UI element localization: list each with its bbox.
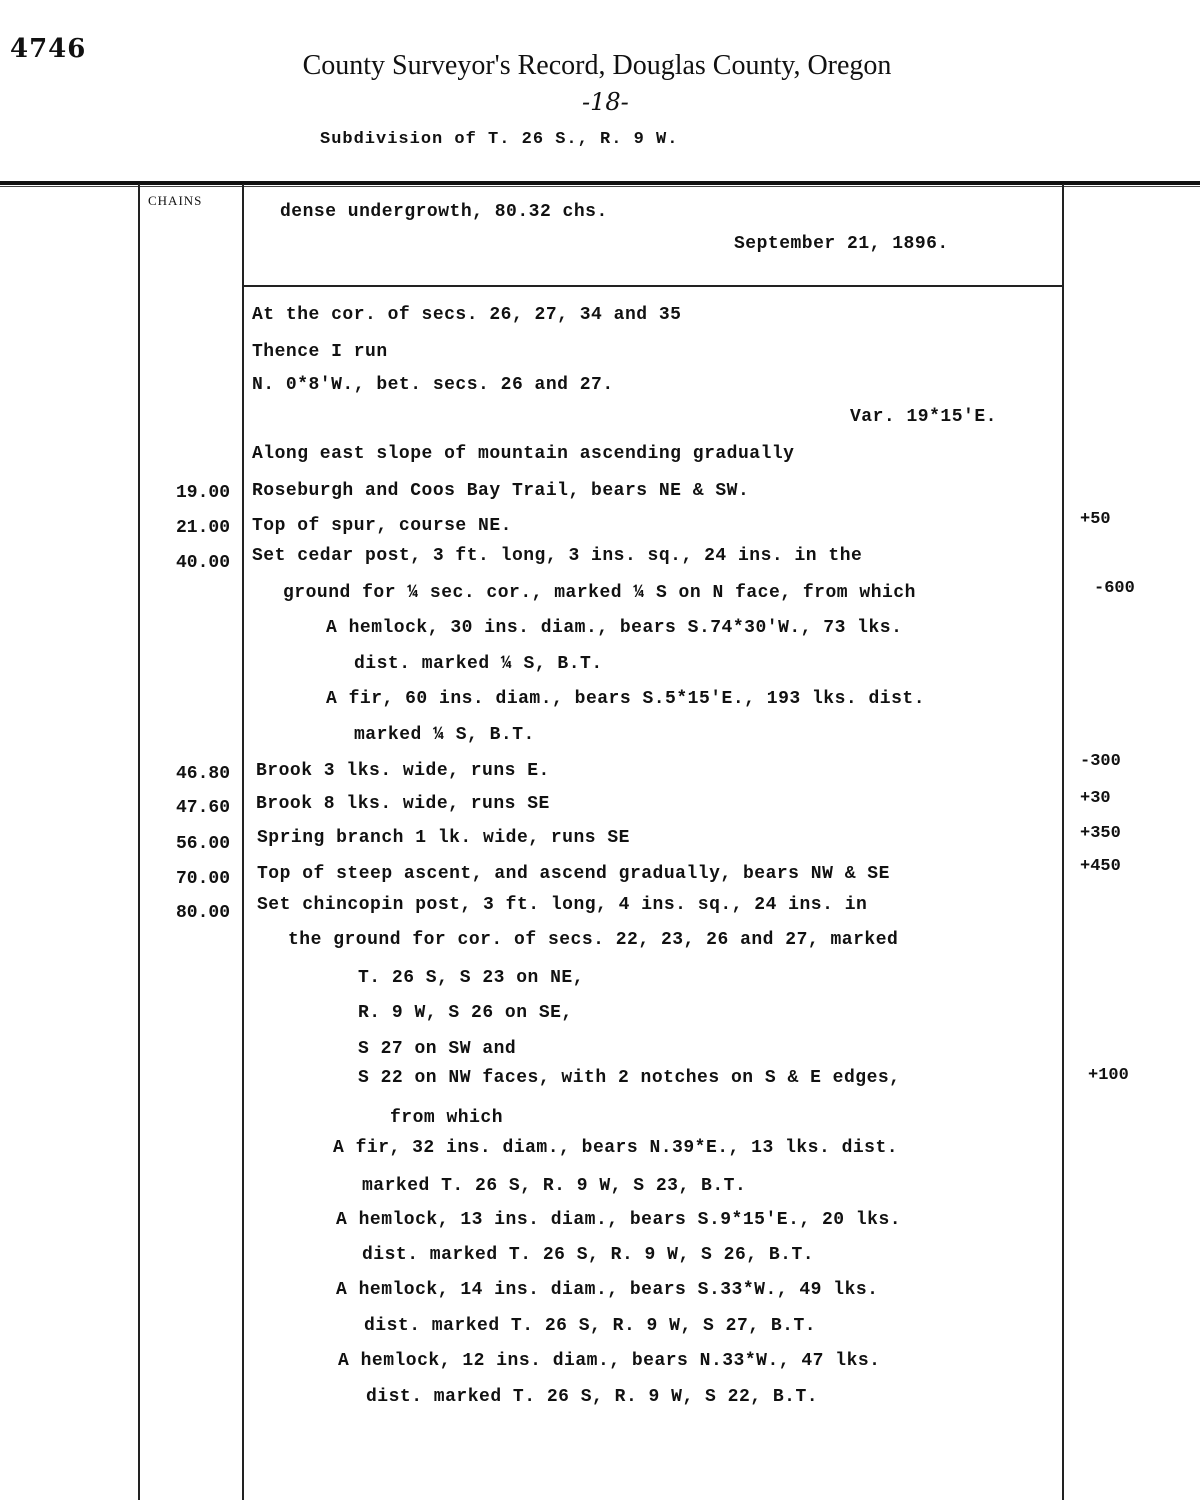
entry-line: At the cor. of secs. 26, 27, 34 and 35 [252, 305, 682, 325]
elevation-note: +100 [1088, 1066, 1129, 1085]
entry-line: A hemlock, 12 ins. diam., bears N.33*W., 47 lks. [338, 1351, 881, 1371]
entry-line: dist. marked T. 26 S, R. 9 W, S 27, B.T. [364, 1316, 817, 1336]
chain-distance: 80.00 [175, 903, 230, 923]
chain-distance: 46.80 [175, 764, 230, 784]
chain-distance: 19.00 [175, 483, 230, 503]
entry-line: Brook 3 lks. wide, runs E. [256, 761, 550, 781]
entry-line: S 22 on NW faces, with 2 notches on S & E edges, [358, 1068, 901, 1088]
chains-column-left-rule [138, 184, 140, 1500]
entry-line: Roseburgh and Coos Bay Trail, bears NE & SW. [252, 481, 750, 501]
folio-number: -18- [582, 88, 629, 116]
subdivision-heading: Subdivision of T. 26 S., R. 9 W. [320, 130, 679, 149]
entry-line: dist. marked T. 26 S, R. 9 W, S 26, B.T. [362, 1245, 815, 1265]
entry-line: A hemlock, 14 ins. diam., bears S.33*W., 49 lks. [336, 1280, 879, 1300]
elevation-note: +30 [1080, 789, 1111, 808]
entry-line: from which [390, 1108, 504, 1128]
header-rule [0, 181, 1200, 185]
entry-line: A fir, 60 ins. diam., bears S.5*15'E., 193 lks. dist. [326, 689, 925, 709]
entry-line: A fir, 32 ins. diam., bears N.39*E., 13 lks. dist. [333, 1138, 899, 1158]
entry-line: marked ¼ S, B.T. [354, 725, 535, 745]
entry-line: Set chincopin post, 3 ft. long, 4 ins. sq., 24 ins. in [257, 895, 868, 915]
entry-line: ground for ¼ sec. cor., marked ¼ S on N face, from which [283, 583, 916, 603]
entry-line: Thence I run [252, 342, 388, 362]
elevation-note: -600 [1094, 579, 1135, 598]
chain-distance: 70.00 [175, 869, 230, 889]
entry-line: the ground for cor. of secs. 22, 23, 26 and 27, marked [288, 930, 899, 950]
page-number: 4746 [10, 34, 87, 64]
chain-distance: 21.00 [175, 518, 230, 538]
section-divider-rule [242, 285, 1062, 287]
entry-line: A hemlock, 13 ins. diam., bears S.9*15'E., 20 lks. [336, 1210, 902, 1230]
elevation-note: +350 [1080, 824, 1121, 843]
top-note-text: dense undergrowth, 80.32 chs. [280, 202, 608, 222]
entry-line: dist. marked T. 26 S, R. 9 W, S 22, B.T. [366, 1387, 819, 1407]
entry-line: S 27 on SW and [358, 1039, 517, 1059]
chain-distance: 47.60 [175, 798, 230, 818]
entry-line: R. 9 W, S 26 on SE, [358, 1003, 573, 1023]
elevation-note: +450 [1080, 857, 1121, 876]
entry-line: Top of spur, course NE. [252, 516, 512, 536]
chains-column-right-rule [242, 184, 244, 1500]
entry-line: Along east slope of mountain ascending gradually [252, 444, 795, 464]
entry-line: Top of steep ascent, and ascend gradually, bears NW & SE [257, 864, 890, 884]
chains-column-header: CHAINS [148, 193, 203, 208]
page-title [0, 50, 1200, 82]
page-title-text: County Surveyor's Record, Douglas County, Oregon [302, 50, 892, 81]
entry-line: N. 0*8'W., bet. secs. 26 and 27. [252, 375, 614, 395]
chain-distance: 40.00 [175, 553, 230, 573]
entry-line: dist. marked ¼ S, B.T. [354, 654, 603, 674]
header-rule-thin [0, 186, 1200, 187]
top-note-date: September 21, 1896. [734, 234, 949, 254]
variation-note: Var. 19*15'E. [850, 407, 997, 427]
entry-line: A hemlock, 30 ins. diam., bears S.74*30'W., 73 lks. [326, 618, 903, 638]
elevation-column-rule [1062, 184, 1064, 1500]
entry-line: Set cedar post, 3 ft. long, 3 ins. sq., 24 ins. in the [252, 546, 863, 566]
entry-line: Spring branch 1 lk. wide, runs SE [257, 828, 630, 848]
entry-line: T. 26 S, S 23 on NE, [358, 968, 585, 988]
elevation-note: -300 [1080, 752, 1121, 771]
chain-distance: 56.00 [175, 834, 230, 854]
entry-line: Brook 8 lks. wide, runs SE [256, 794, 550, 814]
elevation-note: +50 [1080, 510, 1111, 529]
entry-line: marked T. 26 S, R. 9 W, S 23, B.T. [362, 1176, 747, 1196]
